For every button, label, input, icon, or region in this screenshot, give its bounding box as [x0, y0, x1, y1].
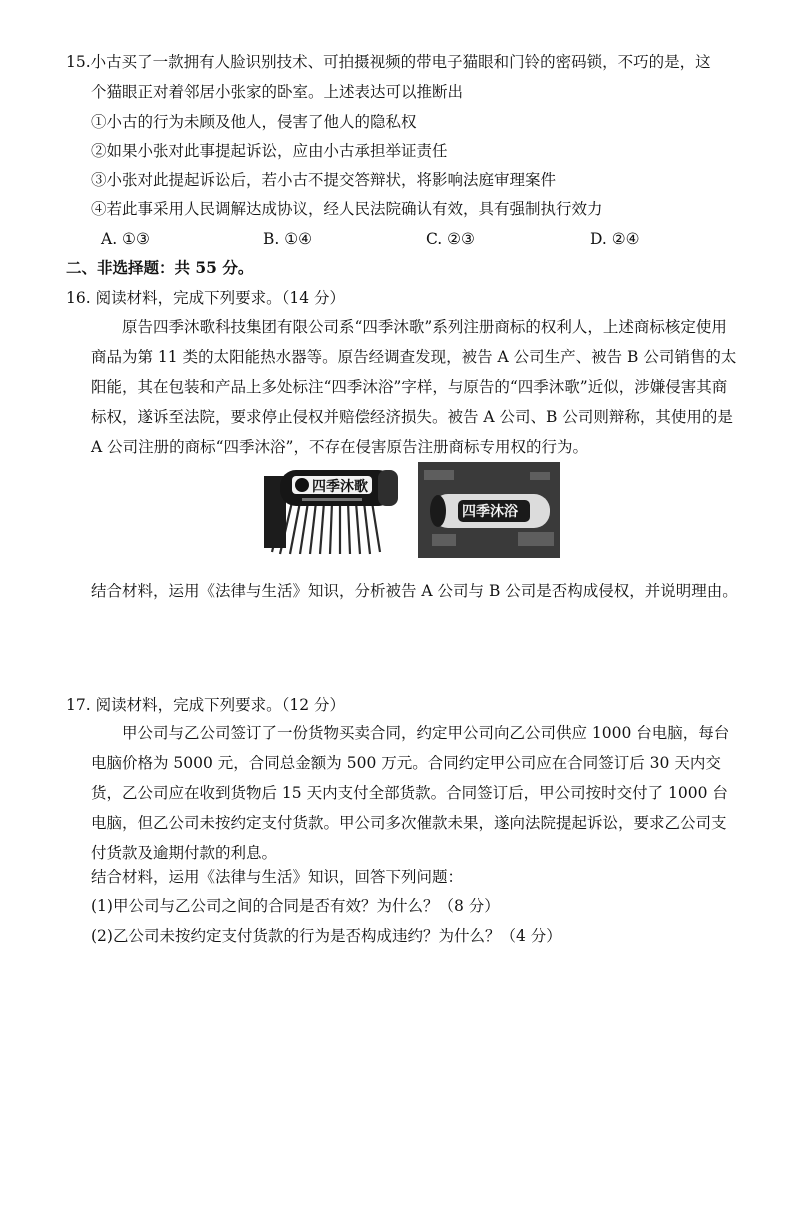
- section-heading: 二、非选择题：共 55 分。: [66, 258, 254, 277]
- trademark-photos: [262, 462, 560, 558]
- q17-sub-question-1: (1)甲公司与乙公司之间的合同是否有效？为什么？（8 分）: [91, 897, 500, 915]
- solar-heater-photo-left: [262, 462, 402, 558]
- q15-choice-a: A. ①③: [101, 230, 150, 248]
- logo-text-left: 四季沐歌: [312, 479, 368, 495]
- q17-instruction: 结合材料，运用《法律与生活》知识，回答下列问题：: [91, 868, 464, 886]
- q15-choice-b: B. ①④: [263, 230, 313, 248]
- q15-option-3: ③小张对此提起诉讼后，若小古不提交答辩状，将影响法庭审理案件: [91, 171, 557, 189]
- q16-title: 16. 阅读材料，完成下列要求。（14 分）: [66, 289, 345, 307]
- q15-option-4: ④若此事采用人民调解达成协议，经人民法院确认有效，具有强制执行效力: [91, 200, 603, 218]
- q16-question: 结合材料，运用《法律与生活》知识，分析被告 A 公司与 B 公司是否构成侵权，并说明理由。: [91, 582, 738, 600]
- q15-choice-c: C. ②③: [426, 230, 475, 248]
- q17-title: 17. 阅读材料，完成下列要求。（12 分）: [66, 696, 345, 714]
- q15-option-1: ①小古的行为未顾及他人，侵害了他人的隐私权: [91, 113, 417, 131]
- q15-stem-line2: 个猫眼正对着邻居小张家的卧室。上述表达可以推断出: [91, 83, 464, 101]
- solar-heater-photo-right: [418, 462, 560, 558]
- q16-material: 原告四季沐歌科技集团有限公司系“四季沐歌”系列注册商标的权利人，上述商标核定使用商品为第 11 类的太阳能热水器等。原告经调查发现，被告 A 公司生产、被告 B 公司销售的太阳能，其在包装和产品上多处标注“四季沐浴”字样，与原告的“四季沐歌”近似，涉嫌侵害其商标权，遂诉至法院，要求停止侵权并赔偿经济损失。被告 A 公司、B 公司则辩称，其使用的是 A 公司注册的商标“四季沐浴”，不存在侵害原告注册商标专用权的行为。: [91, 318, 737, 456]
- q15-option-2: ②如果小张对此事提起诉讼，应由小古承担举证责任: [91, 142, 448, 160]
- logo-text-right: 四季沐浴: [462, 504, 518, 520]
- q15-stem-line1: 15.小古买了一款拥有人脸识别技术、可拍摄视频的带电子猫眼和门铃的密码锁，不巧的是，这: [66, 53, 711, 71]
- q17-material: 甲公司与乙公司签订了一份货物买卖合同，约定甲公司向乙公司供应 1000 台电脑，每台电脑价格为 5000 元，合同总金额为 500 万元。合同约定甲公司应在合同签订后 30 天内交货，乙公司应在收到货物后 15 天内支付全部货款。合同签订后，甲公司按时交付了 1000 台电脑，但乙公司未按约定支付货款。甲公司多次催款未果，遂向法院提起诉讼，要求乙公司支付货款及逾期付款的利息。: [91, 724, 730, 862]
- q15-choice-d: D. ②④: [590, 230, 640, 248]
- q17-sub-question-2: (2)乙公司未按约定支付货款的行为是否构成违约？为什么？（4 分）: [91, 927, 562, 945]
